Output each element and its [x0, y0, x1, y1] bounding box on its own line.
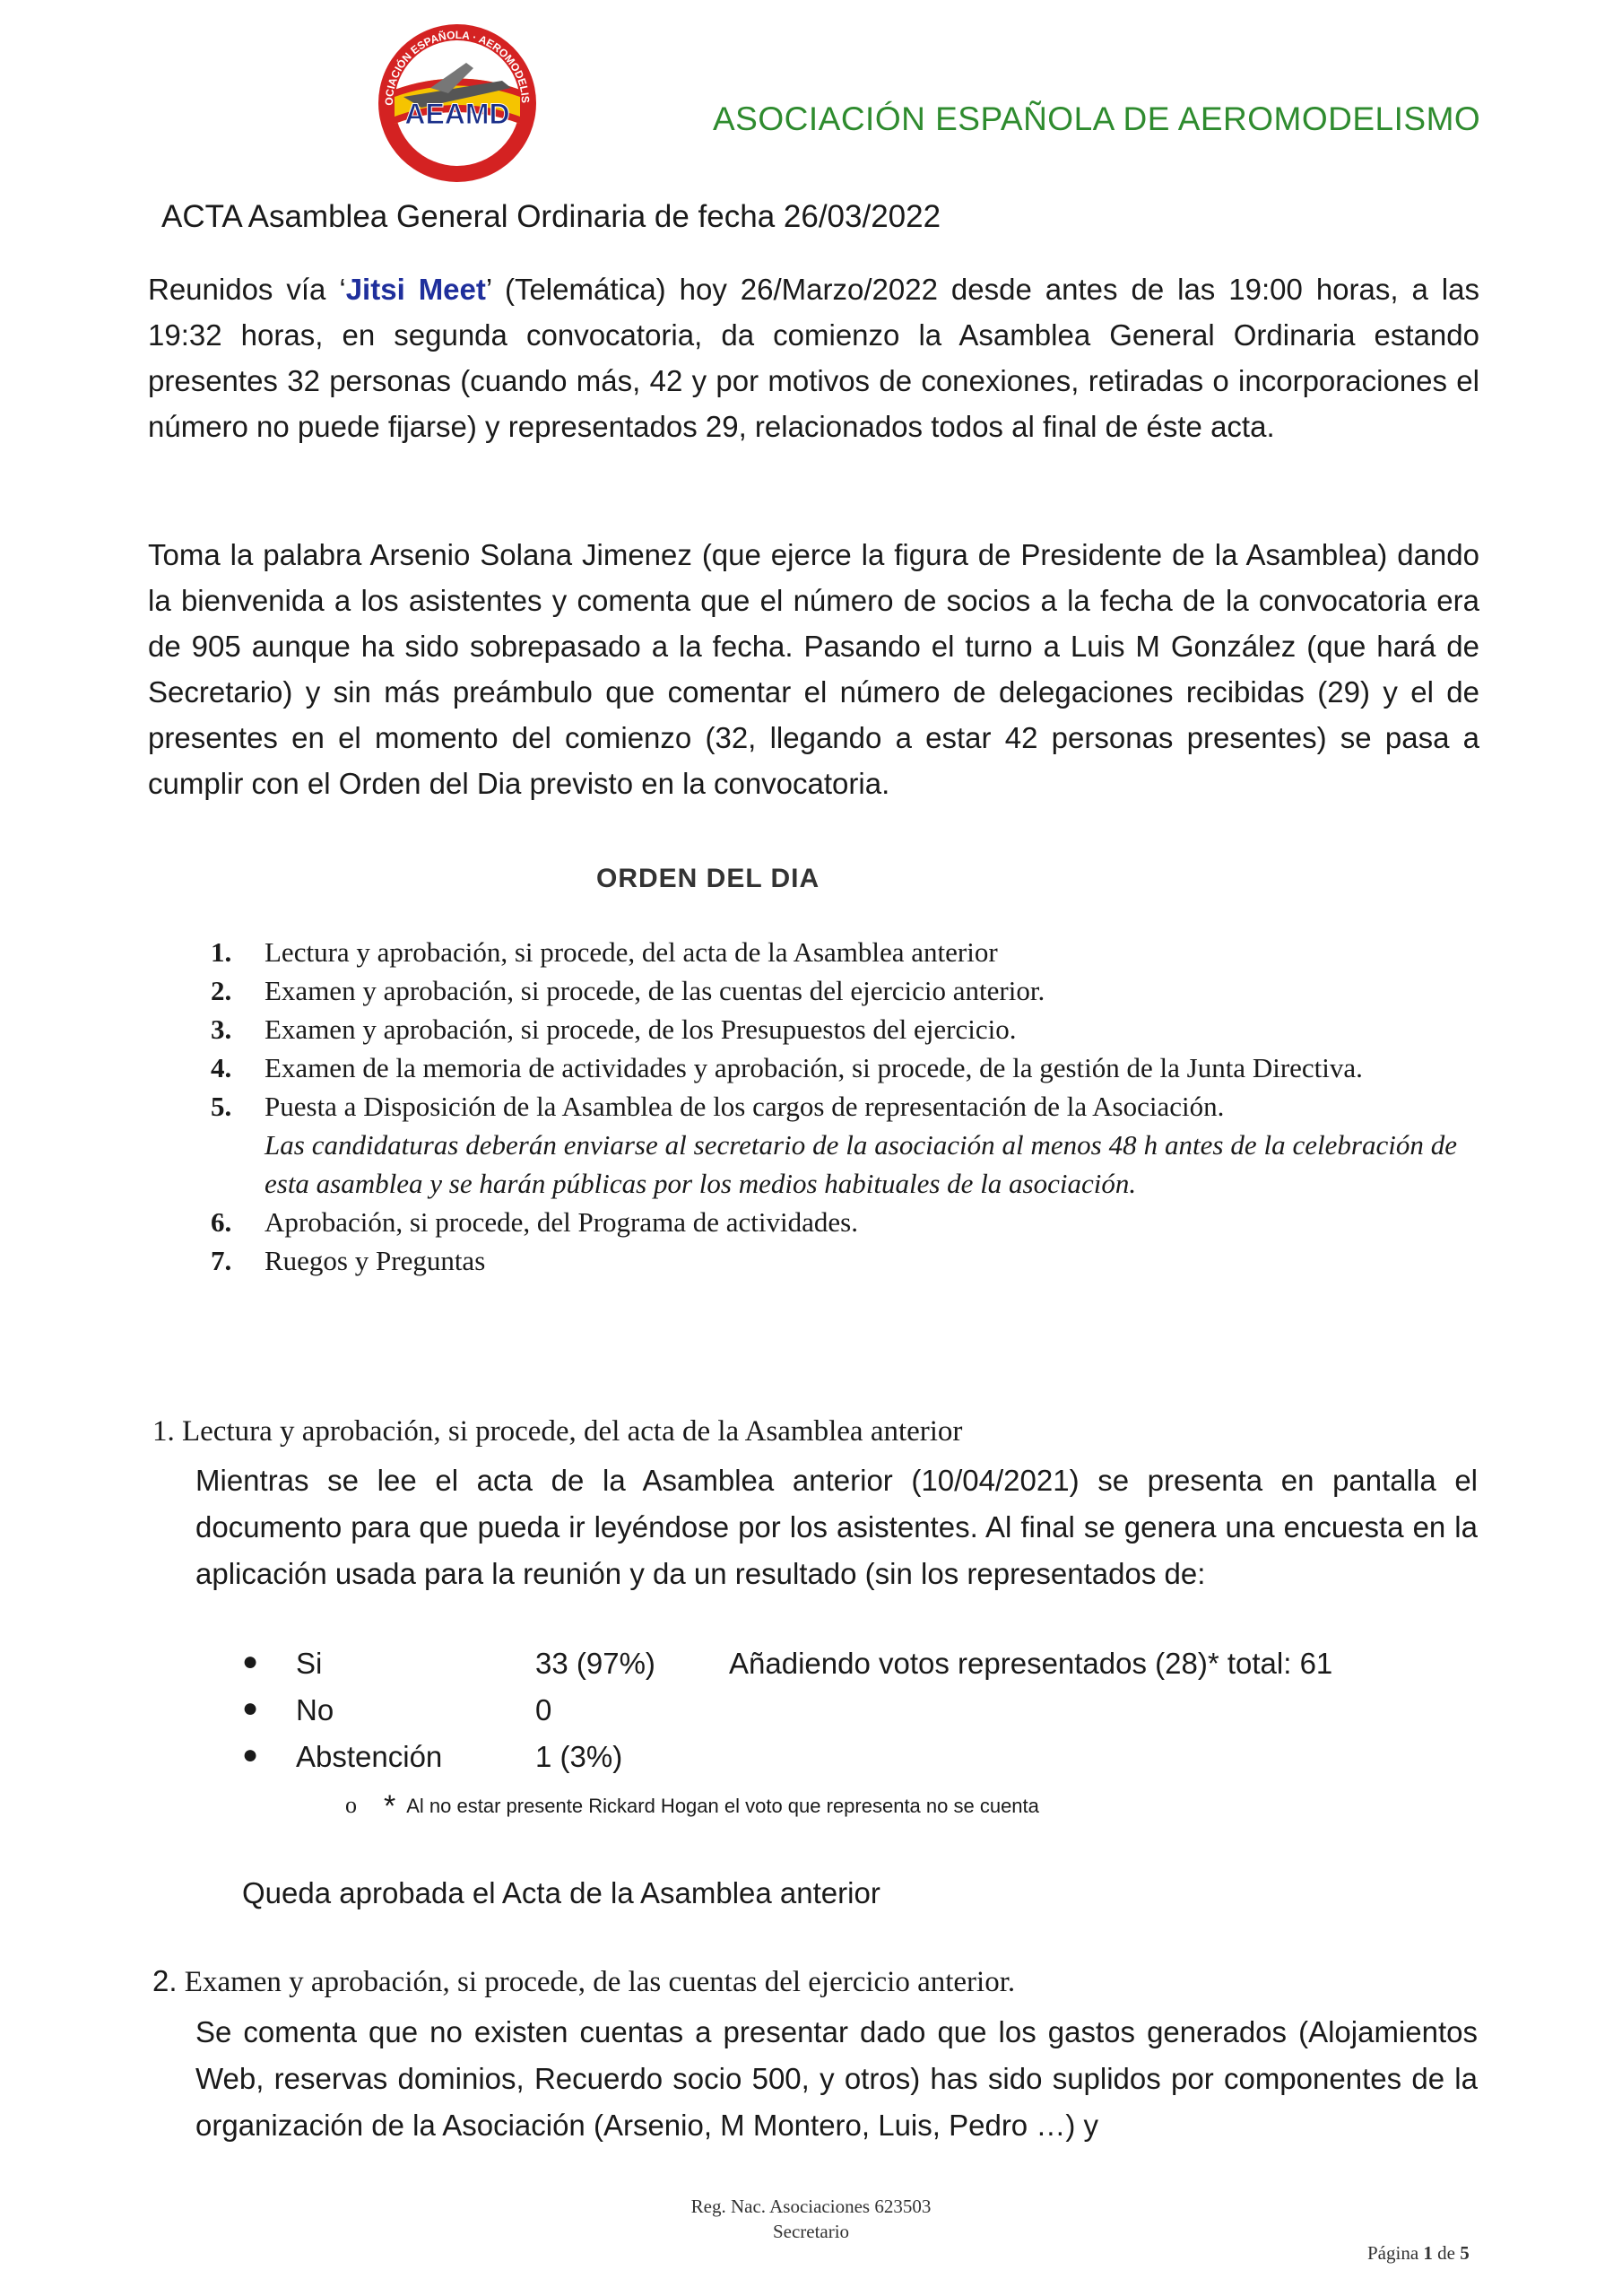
- agenda-item: 2. Examen y aprobación, si procede, de las cuentas del ejercicio anterior.: [211, 975, 1045, 1006]
- bullet-icon: ●: [242, 1693, 259, 1723]
- agenda-item: 7. Ruegos y Preguntas: [211, 1245, 486, 1276]
- logo-text: AEAMD: [404, 98, 510, 130]
- approval-statement: Queda aprobada el Acta de la Asamblea anterior: [242, 1876, 880, 1909]
- page-number: Página 1 de 5: [1367, 2242, 1470, 2264]
- footer-registration: Reg. Nac. Asociaciones 623503: [690, 2196, 932, 2217]
- vote-row: ● No 0: [242, 1693, 552, 1726]
- logo-ring-text: OCIACIÓN ESPAÑOLA · AEROMODELIS: [382, 28, 533, 106]
- orden-heading: ORDEN DEL DIA: [596, 864, 820, 893]
- section-2-title: 2. Examen y aprobación, si procede, de las cuentas del ejercicio anterior.: [152, 1964, 1016, 1998]
- vote-footnote: o * Al no estar presente Rickard Hogan el voto que representa no se cuenta: [345, 1789, 1039, 1823]
- agenda-item-note: Las candidaturas deberán enviarse al secretario de la asociación al menos 48 h antes de la celebración de esta asamblea y se harán públicas por los medios habituales de la asociación.: [265, 1129, 1457, 1199]
- section-1-paragraph: Mientras se lee el acta de la Asamblea anterior (10/04/2021) se presenta en pantalla el documento para que pueda ir leyéndose por los asistentes. Al final se genera una encuesta en la aplicación usada para la reunión y da un resultado (sin los representados de:: [195, 1464, 1478, 1590]
- bullet-icon: ●: [242, 1647, 259, 1676]
- jitsi-meet-text: Jitsi Meet: [345, 273, 486, 306]
- intro-paragraph-2: Toma la palabra Arsenio Solana Jimenez (que ejerce la figura de Presidente de la Asamblea) dando la bienvenida a los asistentes y comenta que el número de socios a la fecha de la convocatoria era de 905 aunque ha sido sobrepasado a la fecha. Pasando el turno a Luis M González (que hará de Secretario) y sin más preámbulo que comentar el número de delegaciones recibidas (29) y el de presentes en el momento del comienzo (32, llegando a estar 42 personas presentes) se pasa a cumplir con el Orden del Dia previsto en la convocatoria.: [148, 538, 1479, 800]
- acta-title: ACTA Asamblea General Ordinaria de fecha 26/03/2022: [161, 199, 941, 234]
- section-1-title: 1. Lectura y aprobación, si procede, del acta de la Asamblea anterior: [152, 1415, 963, 1448]
- org-name: ASOCIACIÓN ESPAÑOLA DE AEROMODELISMO: [713, 100, 1481, 137]
- agenda-list: [211, 933, 1457, 1280]
- circle-bullet-icon: o: [345, 1792, 357, 1818]
- footer-role: Secretario: [772, 2221, 850, 2242]
- agenda-item: 6. Aprobación, si procede, del Programa de actividades.: [211, 1206, 858, 1238]
- agenda-item: 1. Lectura y aprobación, si procede, del acta de la Asamblea anterior: [211, 936, 998, 968]
- agenda-item: 5. Puesta a Disposición de la Asamblea de los cargos de representación de la Asociación. Las candidaturas deberán enviarse al secretario de la asociación al menos 48 h antes de la celebración de esta asamblea y se harán públicas por los medios habituales de la asociación.: [211, 1087, 1457, 1203]
- bullet-icon: ●: [242, 1740, 259, 1770]
- intro-paragraph-1: Reunidos vía ‘Jitsi Meet’ (Telemática) hoy 26/Marzo/2022 desde antes de las 19:00 horas, a las 19:32 horas, en segunda convocatoria, da comienzo la Asamblea General Ordinaria estando presentes 32 personas (cuando más, 42 y por motivos de conexiones, retiradas o incorporaciones el número no puede fijarse) y representados 29, relacionados todos al final de éste acta.: [148, 273, 1479, 443]
- section-2-paragraph: Se comenta que no existen cuentas a presentar dado que los gastos generados (Alojamientos Web, reservas dominios, Recuerdo socio 500, y otros) has sido suplidos por componentes de la organización de la Asociación (Arsenio, M Montero, Luis, Pedro …) y: [195, 2015, 1478, 2142]
- agenda-item: 4. Examen de la memoria de actividades y aprobación, si procede, de la gestión de la Junta Directiva.: [211, 1052, 1363, 1083]
- aeamd-logo: [368, 18, 547, 188]
- agenda-item: 3. Examen y aprobación, si procede, de los Presupuestos del ejercicio.: [211, 1013, 1017, 1045]
- vote-row: ● Si 33 (97%) Añadiendo votos representados (28)* total: 61: [242, 1647, 1333, 1680]
- vote-row: ● Abstención 1 (3%): [242, 1740, 623, 1773]
